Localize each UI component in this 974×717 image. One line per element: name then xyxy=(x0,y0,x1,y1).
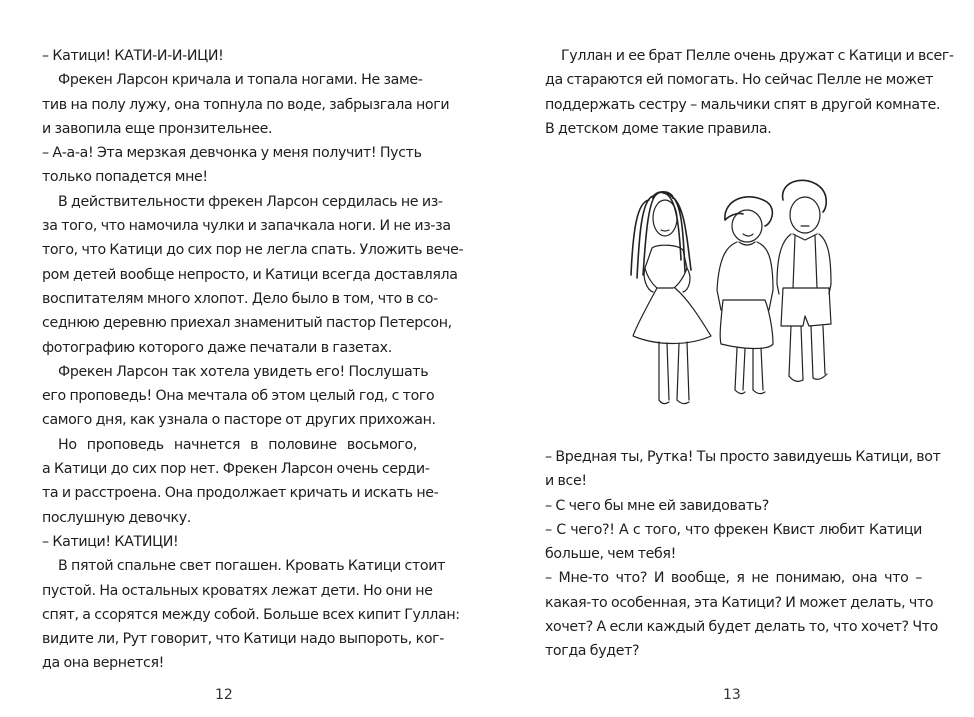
text-line: В детском доме такие правила. xyxy=(545,120,772,137)
text-line: Гуллан и ее брат Пелле очень дружат с Катици и всег- xyxy=(561,48,954,64)
text-line: видите ли, Рут говорит, что Катици надо выпороть, ког- xyxy=(42,631,445,648)
text-line: Фрекен Ларсон так хотела увидеть его! Послушать xyxy=(58,363,429,380)
text-line: тогда будет? xyxy=(545,643,640,660)
boy-figure xyxy=(777,180,831,381)
text-line: В действительности фрекен Ларсон сердилась не из- xyxy=(58,193,443,210)
text-line: того, что Катици до сих пор не легла спать. Уложить вече- xyxy=(42,242,464,259)
text-line: только попадется мне! xyxy=(42,169,208,186)
text-line: какая-то особенная, эта Катици? И может делать, что xyxy=(545,594,934,611)
text-line: – Катици! КАТИ-И-И-ИЦИ! xyxy=(42,48,224,64)
text-line: пустой. На остальных кроватях лежат дети. Но они не xyxy=(42,582,433,599)
text-line: послушную девочку. xyxy=(42,509,191,526)
right-page-text-top xyxy=(545,44,954,141)
text-line: спят, а ссорятся между собой. Больше всех кипит Гуллан: xyxy=(42,606,460,623)
text-line: – Мне-то что? И вообще, я не понимаю, она что – xyxy=(545,570,922,587)
text-line: и завопила еще пронзительнее. xyxy=(42,120,273,137)
text-line: – С чего бы мне ей завидовать? xyxy=(545,497,769,514)
text-line: фотографию которого даже печатали в газетах. xyxy=(42,339,392,356)
right-page-text-bottom xyxy=(545,445,941,664)
right-page xyxy=(487,0,974,717)
text-line: – С чего?! А с того, что фрекен Квист любит Катици xyxy=(545,521,922,538)
page-number-right: 13 xyxy=(723,687,741,703)
text-line: хочет? А если каждый будет делать то, что хочет? Что xyxy=(545,619,938,636)
text-line: а Катици до сих пор нет. Фрекен Ларсон очень серди- xyxy=(42,461,430,478)
children-illustration xyxy=(597,160,847,410)
text-line: – Катици! КАТИЦИ! xyxy=(42,533,179,550)
girl-figure xyxy=(631,192,711,404)
left-page-text xyxy=(42,44,464,676)
text-line: Но проповедь начнется в половине восьмого, xyxy=(58,436,417,453)
text-line: Фрекен Ларсон кричала и топала ногами. Не заме- xyxy=(58,72,423,89)
text-line: самого дня, как узнала о пасторе от других прихожан. xyxy=(42,412,436,429)
text-line: его проповедь! Она мечтала об этом целый год, с того xyxy=(42,388,435,405)
text-line: поддержать сестру – мальчики спят в другой комнате. xyxy=(545,96,941,113)
text-line: больше, чем тебя! xyxy=(545,546,676,563)
text-line: воспитателям много хлопот. Дело было в том, что в со- xyxy=(42,290,438,307)
text-line: и все! xyxy=(545,473,587,490)
text-line: та и расстроена. Она продолжает кричать и искать не- xyxy=(42,485,439,502)
middle-child-figure xyxy=(717,197,773,394)
text-line: В пятой спальне свет погашен. Кровать Катици стоит xyxy=(58,558,446,575)
text-line: тив на полу лужу, она топнула по воде, забрызгала ноги xyxy=(42,96,450,113)
text-line: – А-а-а! Эта мерзкая девчонка у меня получит! Пусть xyxy=(42,145,422,162)
text-line: седнюю деревню приехал знаменитый пастор Петерсон, xyxy=(42,315,452,332)
page-number-left: 12 xyxy=(215,687,233,703)
text-line: да она вернется! xyxy=(42,655,164,672)
text-line: ром детей вообще непросто, и Катици всегда доставляла xyxy=(42,266,458,283)
text-line: за того, что намочила чулки и запачкала ноги. И не из-за xyxy=(42,218,451,235)
text-line: да стараются ей помогать. Но сейчас Пелле не может xyxy=(545,72,934,89)
text-line: – Вредная ты, Рутка! Ты просто завидуешь Катици, вот xyxy=(545,449,941,465)
